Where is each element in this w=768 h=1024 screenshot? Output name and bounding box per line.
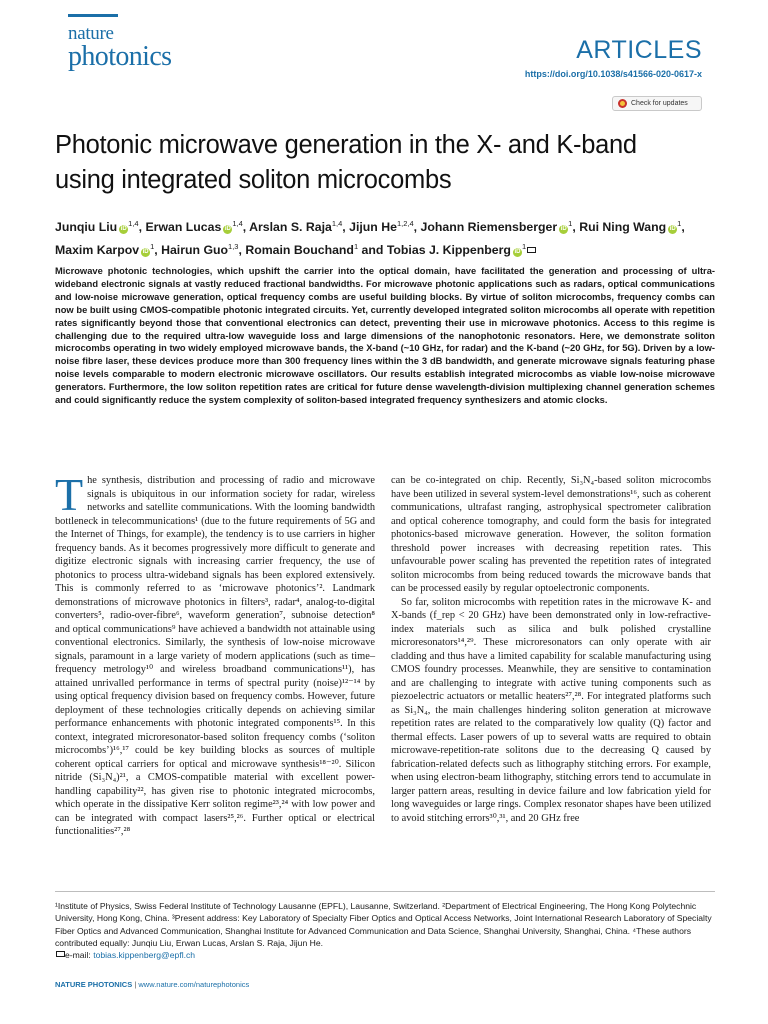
page-footer [55,980,249,989]
orcid-icon[interactable]: iD [224,226,231,232]
footer-separator: | [132,980,139,989]
author-affiliation: 1 [150,242,155,251]
author-separator: , [242,220,247,234]
email-link[interactable]: tobias.kippenberg@epfl.ch [93,950,196,961]
author-separator: , [681,220,685,234]
article-title: Photonic microwave generation in the X- and K-band using integrated soliton microcombs [55,131,637,194]
affiliations: ¹Institute of Physics, Swiss Federal Institute of Technology Lausanne (EPFL), Lausanne, Switzerland. ²Department of Electrical Engineering, The Hong Kong Polytechnic University, Hong Kong, China. ³Present address: Key Laboratory of Specialty Fiber Optics and Optical Access Networks, Joint International Research Laboratory of Specialty Fiber Optics and Advanced Communication, Shanghai Institute for Advanced Communication and Data Science, Shanghai University, Shanghai, China. ⁴These authors contributed equally: Junqiu Liu, Erwan Lucas, Arslan S. Raja, Jijun He. [55,901,712,948]
author[interactable] [55,243,158,257]
author-affiliation: 1,4 [232,219,243,228]
author-name: Maxim Karpov [55,243,140,257]
body-paragraph [55,469,375,839]
section-label: ARTICLES [576,36,702,64]
author-affiliation: 1,2,4 [396,219,414,228]
email-label: e-mail: [65,950,94,961]
author-separator: , [572,220,576,234]
author-separator: , [342,220,346,234]
author[interactable] [421,220,576,234]
author-name: Erwan Lucas [145,220,222,234]
correspondence [55,949,715,961]
author-separator: , [154,243,158,257]
dropcap: T [55,469,84,520]
orcid-icon[interactable]: iD [514,249,521,255]
author-separator: , [238,243,242,257]
author-affiliation: 1,3 [228,242,239,251]
author[interactable] [145,220,246,234]
body-text: he synthesis, distribution and processing of radio and microwave signals is ubiquitous in our information society for radar, wireless networks and satellite communications. With the looming bandwidth bottleneck in telecommunications¹ (due to the future requirements of 5G and the Internet of Things, for example), the tendency is to use carriers in higher frequency bands. As it becomes progressively more difficult to generate and digitize electronic signals with increasing carrier frequency, the use of photonics to process ultra-wideband signals has been explored extensively. This is commonly referred to as ‘microwave photonics’². Landmark demonstrations of microwave photonics in filters³, radar⁴, analog-to-digital converters⁵, radio-over-fibre⁶, waveform generation⁷, subnoise detection⁸ and optical communications⁹ have achieved a bandwidth not attainable using conventional electronics. Similarly, the synthesis of low-noise microwave signals, paramount in a large variety of modern applications (such as time–frequency metrology¹⁰ and wireless broadband communications¹¹), has attained unrivalled performance in terms of spectral purity (noise)¹²⁻¹⁴ by using optical frequency division based on frequency combs. However, future deployment of these technologies critically depends on achieving similar performance enhancements with photonic integrated components¹⁵. In this context, integrated microresonator-based soliton frequency combs (‘soliton microcombs’)¹⁶,¹⁷ could be key building blocks as sources of multiple coherent optical carriers for optical and microwave synthesis¹⁸⁻²⁰. Silicon nitride (Si₃N₄)²¹, a CMOS-compatible material with excellent power-handling capability²², has given rise to photonic integrated microcombs, which operate in the dissipative Kerr soliton regime²³,²⁴ with low power and can be integrated with compact lasers²⁵,²⁶. Further optical or electrical functionalities²⁷,²⁸ [55,475,375,837]
footnotes [55,900,715,961]
author-affiliation: 1,4 [128,219,139,228]
author-affiliation: 1 [677,219,682,228]
logo-line-photonics: photonics [68,41,172,72]
author[interactable] [55,220,142,234]
author-name: Hairun Guo [161,243,229,257]
body-paragraph: So far, soliton microcombs with repetition rates in the microwave K- and X-bands (f_rep < 20 GHz) have been demonstrated only in low-refractive-index materials such as silica and bulk polished crystalline microresonators¹⁴,²⁹. These microresonators can only operate with air cladding and thus have a limited capability for scalable manufacturing using CMOS foundry processes. Meanwhile, they are sensitive to contamination and are challenging to integrate with active tuning components such as piezoelectric actuators or metallic heaters²⁷,²⁸. For integrated platforms such as Si₃N₄, the main challenges hindering soliton generation at microwave repetition rates are related to the comparatively low quality (Q) factor and thermal effects. Laser powers of up to several watts are required to obtain microwave-repetition-rate solitons due to the decreasing Q caused by fabrication-related defects such as lithography stitching errors. For example, when using electron-beam lithography, stitching errors tend to accumulate in larger pattern areas, resulting in device failure and low fabrication yield for long waveguides or large rings. Complex resonator shapes have been utilized to avoid stitching errors³⁰,³¹, and 20 GHz free [391,596,711,824]
body-column-right [391,474,711,825]
author-separator: , [138,220,143,234]
orcid-icon[interactable]: iD [142,249,149,255]
body-paragraph: can be co-integrated on chip. Recently, Si₃N₄-based soliton microcombs have been utilized in several system-level demonstrations¹⁶, such as coherent communications, ultrafast ranging, astrophysical spectrometer calibration and optical coherence tomography, and could form the basis for integrated photonics-based microwave generation. However, the soliton formation threshold power increases with decreasing repetition rates. This unfavourable power scaling has prevented the repetition rates of integrated soliton microcombs from being reduced towards the microwave bands that can be processed easily by regular optoelectronic components. [391,475,711,594]
body-column-left [55,469,375,839]
orcid-icon[interactable]: iD [560,226,567,232]
footer-url[interactable]: www.nature.com/naturephotonics [138,980,250,989]
author-name: Romain Bouchand [245,243,354,257]
author-name: Rui Ning Wang [579,220,667,234]
author-name: Arslan S. Raja [249,220,332,234]
author[interactable] [249,220,346,234]
author[interactable] [387,243,536,257]
author[interactable] [349,220,417,234]
author-separator: and [358,243,384,257]
footnote-divider [55,891,715,892]
header-accent-bar [68,14,118,17]
doi-link[interactable]: https://doi.org/10.1038/s41566-020-0617-x [524,69,702,79]
abstract: Microwave photonic technologies, which upshift the carrier into the optical domain, have facilitated the generation and processing of ultra-wideband electronic signals at vastly reduced fractional bandwidths. For microwave photonic applications such as radars, optical communications and low-noise microwave generation, optical frequency combs are useful building blocks. By virtue of soliton microcombs, frequency combs can now be built using CMOS-compatible photonic integrated circuits. Yet, currently developed integrated soliton microcombs all operate with repetition rates significantly beyond those that conventional electronics can detect, preventing their use in microwave photonics. Access to this regime is challenging due to the required ultra-low waveguide loss and large dimensions of the nanophotonic resonators. Here, we demonstrate soliton microcombs operating in two widely employed microwave bands, the X-band (~10 GHz, for radar) and the K-band (~20 GHz, for 5G). Driven by a low-noise fibre laser, these devices produce more than 300 frequency lines within the 3 dB bandwidth, and generate microwave signals featuring phase noise levels comparable to modern electronic microwave oscillators. Our results establish integrated microcombs as viable low-noise microwave generators. Furthermore, the low soliton repetition rates are critical for future dense wavelength-division multiplexing channel generation schemes and could significantly reduce the system complexity of soliton-based integrated frequency synthesizers and atomic clocks. [55,266,715,406]
orcid-icon[interactable]: iD [669,226,676,232]
author[interactable] [579,220,685,234]
envelope-icon [56,951,65,957]
crossmark-icon [618,99,627,108]
author-name: Jijun He [349,220,397,234]
author-affiliation: 1 [353,242,359,251]
author[interactable] [161,243,242,257]
author-name: Junqiu Liu [55,220,118,234]
footer-journal: NATURE PHOTONICS [55,980,133,989]
logo-line-nature: nature [68,23,114,44]
author-affiliation: 1 [521,242,527,251]
author-separator: , [413,220,418,234]
envelope-icon[interactable] [527,247,536,253]
author[interactable] [245,243,383,257]
orcid-icon[interactable]: iD [120,226,127,232]
author-affiliation: 1,4 [331,219,343,228]
author-list [55,214,715,260]
author-affiliation: 1 [568,219,573,228]
author-name: Johann Riemensberger [420,220,558,234]
check-for-updates-button[interactable] [612,96,702,111]
journal-logo[interactable] [68,24,171,71]
author-name: Tobias J. Kippenberg [386,243,511,257]
check-for-updates-label: Check for updates [631,100,688,107]
